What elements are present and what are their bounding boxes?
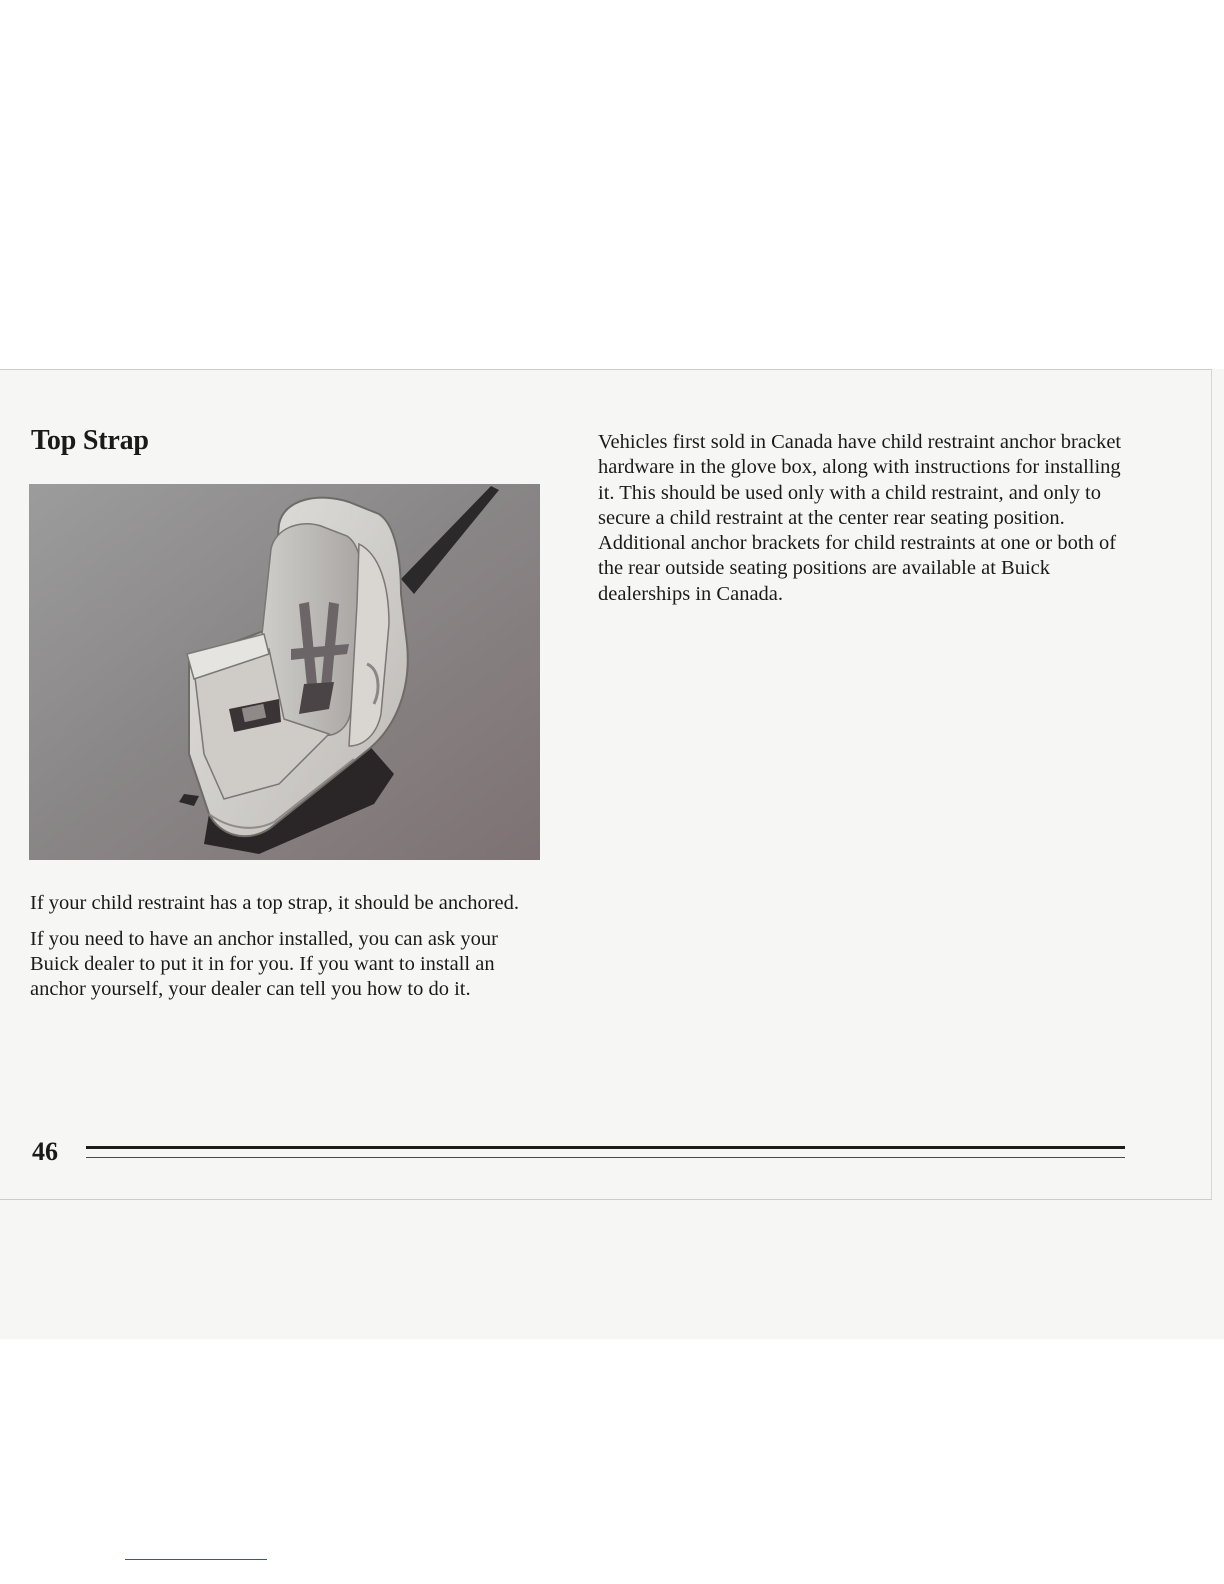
left-column-text (30, 891, 550, 1013)
page-number: 46 (32, 1137, 58, 1166)
child-seat-illustration (29, 484, 540, 860)
page-top-edge (0, 369, 1212, 370)
paragraph: If your child restraint has a top strap, it should be anchored. (30, 892, 520, 914)
right-column-text (598, 430, 1128, 607)
page-bottom-edge (0, 1199, 1212, 1200)
paragraph: Vehicles first sold in Canada have child restraint anchor bracket hardware in the glove box, along with instructions for installing it. This should be used only with a child restraint, and only to secure a child restraint at the center rear seating position. Additional anchor brackets for child restraints at one or both of the rear outside seating positions are available at Buick dealerships in Canada. (598, 431, 1122, 605)
footer-rule-thick (86, 1146, 1125, 1149)
page-right-edge (1211, 369, 1212, 1199)
paragraph: If you need to have an anchor installed, you can ask your Buick dealer to put it in for you. If you want to install an anchor yourself, your dealer can tell you how to do it. (30, 928, 498, 1000)
footer-rule-thin (86, 1157, 1125, 1158)
section-title: Top Strap (31, 425, 149, 456)
footer-link-underline (125, 1559, 267, 1560)
child-seat-photo (29, 484, 540, 860)
